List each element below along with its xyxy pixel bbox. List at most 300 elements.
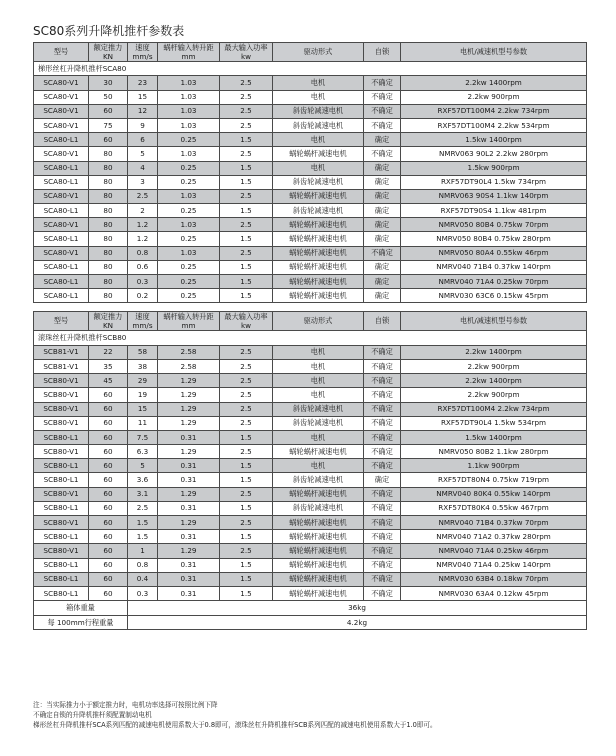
cell-drive: 斜齿轮减速电机 bbox=[273, 175, 364, 189]
cell-selflock: 确定 bbox=[364, 161, 401, 175]
cell-model: SCA80-L1 bbox=[34, 289, 89, 303]
cell-selflock: 不确定 bbox=[364, 501, 401, 515]
cell-motor: NMRV040 71B4 0.37kw 70rpm bbox=[401, 516, 587, 530]
cell-power: 1.5 bbox=[220, 530, 273, 544]
cell-motor: NMRV040 71A4 0.25kw 46rpm bbox=[401, 544, 587, 558]
cell-selflock: 不确定 bbox=[364, 586, 401, 600]
cell-speed: 2.5 bbox=[128, 501, 158, 515]
cell-thrust: 80 bbox=[89, 232, 128, 246]
cell-speed: 0.4 bbox=[128, 572, 158, 586]
cell-speed: 0.8 bbox=[128, 246, 158, 260]
note-line: 注：当实际推力小于额定推力时，电机功率选择可按照比例下降 bbox=[33, 701, 218, 709]
cell-lead: 0.31 bbox=[158, 501, 220, 515]
table-row bbox=[34, 232, 587, 246]
cell-power: 1.5 bbox=[220, 275, 273, 289]
note-line: 梯形丝杠升降机推杆SCA系列匹配的减速电机使用系数大于0.8即可，滚珠丝杠升降机推杆SCB系列匹配的减速电机使用系数大于1.0即可。 bbox=[33, 721, 437, 729]
cell-lead: 1.29 bbox=[158, 487, 220, 501]
table-row bbox=[34, 260, 587, 274]
cell-thrust: 60 bbox=[89, 544, 128, 558]
page-title: SC80系列升降机推杆参数表 bbox=[33, 24, 185, 38]
cell-thrust: 60 bbox=[89, 430, 128, 444]
cell-speed: 3.6 bbox=[128, 473, 158, 487]
table-row bbox=[34, 374, 587, 388]
header-drive: 驱动形式 bbox=[273, 312, 364, 331]
cell-model: SCB80-V1 bbox=[34, 402, 89, 416]
cell-lead: 0.25 bbox=[158, 289, 220, 303]
cell-lead: 0.25 bbox=[158, 133, 220, 147]
cell-motor: NMRV050 80B2 1.1kw 280rpm bbox=[401, 445, 587, 459]
cell-selflock: 确定 bbox=[364, 175, 401, 189]
cell-motor: RXF57DT90L4 1.5kw 734rpm bbox=[401, 175, 587, 189]
cell-selflock: 确定 bbox=[364, 189, 401, 203]
cell-drive: 蜗轮蜗杆减速电机 bbox=[273, 289, 364, 303]
spec-table-body bbox=[34, 43, 587, 630]
cell-motor: RXF57DT100M4 2.2kw 534rpm bbox=[401, 118, 587, 132]
cell-drive: 电机 bbox=[273, 374, 364, 388]
cell-selflock: 确定 bbox=[364, 232, 401, 246]
cell-model: SCB80-V1 bbox=[34, 516, 89, 530]
cell-speed: 3.1 bbox=[128, 487, 158, 501]
table-row bbox=[34, 76, 587, 90]
cell-motor: 2.2kw 1400rpm bbox=[401, 345, 587, 359]
cell-selflock: 不确定 bbox=[364, 402, 401, 416]
cell-model: SCA80-L1 bbox=[34, 161, 89, 175]
cell-motor: 2.2kw 900rpm bbox=[401, 90, 587, 104]
cell-thrust: 80 bbox=[89, 147, 128, 161]
cell-model: SCA80-V1 bbox=[34, 90, 89, 104]
cell-power: 1.5 bbox=[220, 572, 273, 586]
table-row bbox=[34, 430, 587, 444]
cell-lead: 0.31 bbox=[158, 473, 220, 487]
notes bbox=[33, 700, 593, 730]
cell-power: 1.5 bbox=[220, 289, 273, 303]
cell-speed: 0.3 bbox=[128, 586, 158, 600]
cell-power: 1.5 bbox=[220, 260, 273, 274]
cell-speed: 3 bbox=[128, 175, 158, 189]
table-row bbox=[34, 544, 587, 558]
cell-thrust: 60 bbox=[89, 133, 128, 147]
cell-power: 2.5 bbox=[220, 359, 273, 373]
header-model: 型号 bbox=[34, 43, 89, 62]
cell-motor: NMRV063 90S4 1.1kw 140rpm bbox=[401, 189, 587, 203]
cell-speed: 23 bbox=[128, 76, 158, 90]
cell-power: 2.5 bbox=[220, 147, 273, 161]
cell-thrust: 35 bbox=[89, 359, 128, 373]
cell-power: 2.5 bbox=[220, 104, 273, 118]
cell-motor: NMRV050 80B4 0.75kw 280rpm bbox=[401, 232, 587, 246]
cell-lead: 0.25 bbox=[158, 161, 220, 175]
cell-drive: 蜗轮蜗杆减速电机 bbox=[273, 586, 364, 600]
cell-drive: 蜗轮蜗杆减速电机 bbox=[273, 189, 364, 203]
cell-thrust: 80 bbox=[89, 218, 128, 232]
cell-lead: 1.29 bbox=[158, 416, 220, 430]
cell-lead: 0.31 bbox=[158, 459, 220, 473]
cell-selflock: 确定 bbox=[364, 204, 401, 218]
cell-speed: 12 bbox=[128, 104, 158, 118]
cell-model: SCB80-V1 bbox=[34, 388, 89, 402]
section-title-row bbox=[34, 331, 587, 345]
cell-model: SCA80-V1 bbox=[34, 104, 89, 118]
table-row bbox=[34, 388, 587, 402]
header-model: 型号 bbox=[34, 312, 89, 331]
cell-drive: 斜齿轮减速电机 bbox=[273, 204, 364, 218]
weight-row bbox=[34, 601, 587, 616]
cell-lead: 0.31 bbox=[158, 586, 220, 600]
cell-lead: 2.58 bbox=[158, 359, 220, 373]
cell-lead: 0.25 bbox=[158, 232, 220, 246]
cell-lead: 0.31 bbox=[158, 430, 220, 444]
header-selflock: 自锁 bbox=[364, 312, 401, 331]
table-row bbox=[34, 246, 587, 260]
table-row bbox=[34, 501, 587, 515]
header-thrust: 额定推力 KN bbox=[89, 312, 128, 331]
cell-drive: 电机 bbox=[273, 133, 364, 147]
cell-speed: 0.8 bbox=[128, 558, 158, 572]
cell-speed: 15 bbox=[128, 90, 158, 104]
cell-lead: 1.03 bbox=[158, 104, 220, 118]
cell-model: SCA80-V1 bbox=[34, 246, 89, 260]
cell-drive: 蜗轮蜗杆减速电机 bbox=[273, 246, 364, 260]
cell-lead: 1.03 bbox=[158, 90, 220, 104]
cell-lead: 0.25 bbox=[158, 175, 220, 189]
note-line: 不确定自锁的升降机推杆须配置制动电机 bbox=[33, 711, 152, 719]
cell-model: SCB80-L1 bbox=[34, 530, 89, 544]
cell-drive: 电机 bbox=[273, 161, 364, 175]
cell-selflock: 确定 bbox=[364, 473, 401, 487]
cell-power: 2.5 bbox=[220, 487, 273, 501]
table-row bbox=[34, 586, 587, 600]
cell-motor: NMRV030 63C6 0.15kw 45rpm bbox=[401, 289, 587, 303]
cell-thrust: 30 bbox=[89, 76, 128, 90]
cell-drive: 蜗轮蜗杆减速电机 bbox=[273, 544, 364, 558]
cell-model: SCA80-L1 bbox=[34, 133, 89, 147]
table-row bbox=[34, 218, 587, 232]
cell-model: SCB80-L1 bbox=[34, 572, 89, 586]
table-row bbox=[34, 189, 587, 203]
cell-motor: RXF57DT80K4 0.55kw 467rpm bbox=[401, 501, 587, 515]
header-power: 最大输入功率 kw bbox=[220, 312, 273, 331]
cell-power: 2.5 bbox=[220, 76, 273, 90]
box-weight-label: 箱体重量 bbox=[34, 601, 128, 616]
cell-speed: 15 bbox=[128, 402, 158, 416]
cell-drive: 斜齿轮减速电机 bbox=[273, 104, 364, 118]
cell-selflock: 确定 bbox=[364, 218, 401, 232]
section-title: 梯形丝杠升降机推杆SCA80 bbox=[34, 62, 587, 76]
header-thrust: 额定推力 KN bbox=[89, 43, 128, 62]
header-lead: 蜗杆输入转升距 mm bbox=[158, 312, 220, 331]
cell-model: SCA80-V1 bbox=[34, 218, 89, 232]
cell-selflock: 不确定 bbox=[364, 104, 401, 118]
cell-model: SCB80-V1 bbox=[34, 544, 89, 558]
table-row bbox=[34, 359, 587, 373]
header-lead: 蜗杆输入转升距 mm bbox=[158, 43, 220, 62]
cell-thrust: 80 bbox=[89, 246, 128, 260]
cell-thrust: 60 bbox=[89, 572, 128, 586]
header-selflock: 自锁 bbox=[364, 43, 401, 62]
cell-motor: 2.2kw 900rpm bbox=[401, 388, 587, 402]
cell-drive: 电机 bbox=[273, 359, 364, 373]
table-row bbox=[34, 175, 587, 189]
cell-drive: 蜗轮蜗杆减速电机 bbox=[273, 275, 364, 289]
cell-power: 1.5 bbox=[220, 430, 273, 444]
cell-selflock: 不确定 bbox=[364, 572, 401, 586]
cell-selflock: 不确定 bbox=[364, 388, 401, 402]
cell-thrust: 60 bbox=[89, 516, 128, 530]
cell-power: 2.5 bbox=[220, 416, 273, 430]
cell-thrust: 60 bbox=[89, 558, 128, 572]
cell-motor: NMRV050 80B4 0.75kw 70rpm bbox=[401, 218, 587, 232]
cell-power: 1.5 bbox=[220, 586, 273, 600]
cell-model: SCB80-L1 bbox=[34, 430, 89, 444]
cell-motor: NMRV063 90L2 2.2kw 280rpm bbox=[401, 147, 587, 161]
header-speed: 速度 mm/s bbox=[128, 312, 158, 331]
cell-model: SCA80-V1 bbox=[34, 118, 89, 132]
cell-model: SCB80-L1 bbox=[34, 473, 89, 487]
cell-model: SCA80-L1 bbox=[34, 260, 89, 274]
cell-thrust: 50 bbox=[89, 90, 128, 104]
cell-motor: NMRV050 80A4 0.55kw 46rpm bbox=[401, 246, 587, 260]
table-row bbox=[34, 147, 587, 161]
cell-speed: 0.2 bbox=[128, 289, 158, 303]
cell-power: 2.5 bbox=[220, 118, 273, 132]
weight-row bbox=[34, 615, 587, 630]
cell-thrust: 60 bbox=[89, 104, 128, 118]
table-row bbox=[34, 289, 587, 303]
cell-speed: 38 bbox=[128, 359, 158, 373]
cell-selflock: 不确定 bbox=[364, 118, 401, 132]
cell-speed: 1.2 bbox=[128, 218, 158, 232]
cell-thrust: 80 bbox=[89, 275, 128, 289]
cell-power: 2.5 bbox=[220, 218, 273, 232]
cell-drive: 蜗轮蜗杆减速电机 bbox=[273, 147, 364, 161]
cell-speed: 19 bbox=[128, 388, 158, 402]
cell-model: SCB80-V1 bbox=[34, 374, 89, 388]
table-row bbox=[34, 118, 587, 132]
cell-motor: 1.1kw 900rpm bbox=[401, 459, 587, 473]
table-header-row bbox=[34, 43, 587, 62]
cell-speed: 6.3 bbox=[128, 445, 158, 459]
cell-model: SCA80-V1 bbox=[34, 189, 89, 203]
cell-model: SCB81-V1 bbox=[34, 345, 89, 359]
cell-lead: 1.03 bbox=[158, 246, 220, 260]
box-weight-value: 36kg bbox=[128, 601, 587, 616]
cell-selflock: 不确定 bbox=[364, 459, 401, 473]
table-row bbox=[34, 402, 587, 416]
cell-drive: 蜗轮蜗杆减速电机 bbox=[273, 558, 364, 572]
cell-selflock: 确定 bbox=[364, 260, 401, 274]
cell-selflock: 不确定 bbox=[364, 544, 401, 558]
cell-selflock: 不确定 bbox=[364, 445, 401, 459]
cell-motor: 1.5kw 900rpm bbox=[401, 161, 587, 175]
table-row bbox=[34, 204, 587, 218]
cell-lead: 1.29 bbox=[158, 445, 220, 459]
table-row bbox=[34, 104, 587, 118]
cell-drive: 斜齿轮减速电机 bbox=[273, 473, 364, 487]
cell-motor: RXF57DT80N4 0.75kw 719rpm bbox=[401, 473, 587, 487]
cell-model: SCB80-V1 bbox=[34, 416, 89, 430]
table-row bbox=[34, 90, 587, 104]
cell-motor: 2.2kw 900rpm bbox=[401, 359, 587, 373]
cell-selflock: 不确定 bbox=[364, 374, 401, 388]
section-spacer bbox=[34, 303, 587, 312]
cell-speed: 1 bbox=[128, 544, 158, 558]
cell-speed: 6 bbox=[128, 133, 158, 147]
cell-model: SCB80-L1 bbox=[34, 586, 89, 600]
cell-thrust: 60 bbox=[89, 530, 128, 544]
cell-model: SCB80-V1 bbox=[34, 445, 89, 459]
cell-thrust: 60 bbox=[89, 416, 128, 430]
cell-model: SCB80-L1 bbox=[34, 459, 89, 473]
table-row bbox=[34, 161, 587, 175]
cell-selflock: 确定 bbox=[364, 275, 401, 289]
cell-drive: 电机 bbox=[273, 345, 364, 359]
stroke-weight-value: 4.2kg bbox=[128, 615, 587, 630]
cell-selflock: 不确定 bbox=[364, 516, 401, 530]
cell-drive: 斜齿轮减速电机 bbox=[273, 501, 364, 515]
cell-thrust: 80 bbox=[89, 189, 128, 203]
cell-model: SCA80-L1 bbox=[34, 175, 89, 189]
cell-drive: 蜗轮蜗杆减速电机 bbox=[273, 487, 364, 501]
table-row bbox=[34, 133, 587, 147]
cell-drive: 蜗轮蜗杆减速电机 bbox=[273, 530, 364, 544]
cell-model: SCB81-V1 bbox=[34, 359, 89, 373]
cell-power: 2.5 bbox=[220, 516, 273, 530]
table-row bbox=[34, 530, 587, 544]
cell-motor: NMRV040 71A2 0.37kw 280rpm bbox=[401, 530, 587, 544]
cell-power: 2.5 bbox=[220, 445, 273, 459]
header-drive: 驱动形式 bbox=[273, 43, 364, 62]
cell-lead: 1.29 bbox=[158, 374, 220, 388]
cell-speed: 2.5 bbox=[128, 189, 158, 203]
cell-thrust: 80 bbox=[89, 289, 128, 303]
cell-selflock: 不确定 bbox=[364, 416, 401, 430]
cell-model: SCB80-L1 bbox=[34, 558, 89, 572]
cell-motor: NMRV040 71A4 0.25kw 70rpm bbox=[401, 275, 587, 289]
cell-thrust: 60 bbox=[89, 459, 128, 473]
cell-lead: 0.31 bbox=[158, 558, 220, 572]
cell-model: SCA80-L1 bbox=[34, 232, 89, 246]
section-title: 滚珠丝杠升降机推杆SCB80 bbox=[34, 331, 587, 345]
cell-speed: 11 bbox=[128, 416, 158, 430]
header-motor: 电机/减速机型号参数 bbox=[401, 43, 587, 62]
cell-thrust: 80 bbox=[89, 204, 128, 218]
cell-motor: NMRV040 80K4 0.55kw 140rpm bbox=[401, 487, 587, 501]
cell-motor: 2.2kw 1400rpm bbox=[401, 76, 587, 90]
cell-power: 2.5 bbox=[220, 90, 273, 104]
cell-lead: 1.29 bbox=[158, 544, 220, 558]
header-power: 最大输入功率 kw bbox=[220, 43, 273, 62]
cell-selflock: 不确定 bbox=[364, 246, 401, 260]
cell-speed: 1.5 bbox=[128, 516, 158, 530]
cell-speed: 2 bbox=[128, 204, 158, 218]
cell-drive: 蜗轮蜗杆减速电机 bbox=[273, 260, 364, 274]
cell-drive: 电机 bbox=[273, 90, 364, 104]
cell-lead: 0.25 bbox=[158, 260, 220, 274]
cell-speed: 4 bbox=[128, 161, 158, 175]
cell-motor: RXF57DT100M4 2.2kw 734rpm bbox=[401, 104, 587, 118]
cell-power: 1.5 bbox=[220, 133, 273, 147]
cell-lead: 1.03 bbox=[158, 147, 220, 161]
cell-selflock: 不确定 bbox=[364, 90, 401, 104]
table-row bbox=[34, 558, 587, 572]
cell-power: 2.5 bbox=[220, 544, 273, 558]
cell-drive: 斜齿轮减速电机 bbox=[273, 416, 364, 430]
section-title-row bbox=[34, 62, 587, 76]
table-header-row bbox=[34, 312, 587, 331]
cell-selflock: 不确定 bbox=[364, 487, 401, 501]
table-row bbox=[34, 445, 587, 459]
table-row bbox=[34, 275, 587, 289]
cell-power: 1.5 bbox=[220, 558, 273, 572]
cell-lead: 1.29 bbox=[158, 516, 220, 530]
cell-drive: 蜗轮蜗杆减速电机 bbox=[273, 445, 364, 459]
cell-thrust: 60 bbox=[89, 402, 128, 416]
cell-power: 1.5 bbox=[220, 204, 273, 218]
cell-model: SCA80-L1 bbox=[34, 204, 89, 218]
cell-selflock: 不确定 bbox=[364, 147, 401, 161]
cell-drive: 电机 bbox=[273, 430, 364, 444]
cell-thrust: 60 bbox=[89, 586, 128, 600]
cell-speed: 1.5 bbox=[128, 530, 158, 544]
header-speed: 速度 mm/s bbox=[128, 43, 158, 62]
cell-motor: NMRV030 63B4 0.18kw 70rpm bbox=[401, 572, 587, 586]
table-row bbox=[34, 416, 587, 430]
cell-speed: 5 bbox=[128, 147, 158, 161]
cell-power: 2.5 bbox=[220, 246, 273, 260]
table-row bbox=[34, 473, 587, 487]
cell-speed: 5 bbox=[128, 459, 158, 473]
cell-lead: 0.31 bbox=[158, 530, 220, 544]
cell-lead: 1.03 bbox=[158, 76, 220, 90]
cell-drive: 电机 bbox=[273, 459, 364, 473]
cell-thrust: 60 bbox=[89, 473, 128, 487]
cell-power: 2.5 bbox=[220, 402, 273, 416]
cell-power: 2.5 bbox=[220, 345, 273, 359]
cell-motor: RXF57DT90L4 1.5kw 534rpm bbox=[401, 416, 587, 430]
spec-table bbox=[33, 42, 587, 630]
cell-speed: 58 bbox=[128, 345, 158, 359]
cell-thrust: 60 bbox=[89, 445, 128, 459]
table-row bbox=[34, 487, 587, 501]
cell-motor: 2.2kw 1400rpm bbox=[401, 374, 587, 388]
cell-drive: 电机 bbox=[273, 76, 364, 90]
header-motor: 电机/减速机型号参数 bbox=[401, 312, 587, 331]
cell-thrust: 80 bbox=[89, 161, 128, 175]
cell-model: SCB80-V1 bbox=[34, 487, 89, 501]
cell-speed: 7.5 bbox=[128, 430, 158, 444]
cell-thrust: 60 bbox=[89, 487, 128, 501]
cell-thrust: 45 bbox=[89, 374, 128, 388]
cell-motor: RXF57DT90S4 1.1kw 481rpm bbox=[401, 204, 587, 218]
table-row bbox=[34, 459, 587, 473]
cell-power: 1.5 bbox=[220, 161, 273, 175]
cell-model: SCB80-L1 bbox=[34, 501, 89, 515]
cell-lead: 1.29 bbox=[158, 388, 220, 402]
cell-power: 2.5 bbox=[220, 374, 273, 388]
cell-motor: NMRV030 63A4 0.12kw 45rpm bbox=[401, 586, 587, 600]
cell-power: 2.5 bbox=[220, 189, 273, 203]
cell-thrust: 80 bbox=[89, 175, 128, 189]
cell-power: 2.5 bbox=[220, 388, 273, 402]
cell-selflock: 不确定 bbox=[364, 359, 401, 373]
cell-selflock: 不确定 bbox=[364, 530, 401, 544]
cell-selflock: 确定 bbox=[364, 289, 401, 303]
cell-speed: 1.2 bbox=[128, 232, 158, 246]
cell-lead: 0.31 bbox=[158, 572, 220, 586]
cell-motor: NMRV040 71A4 0.25kw 140rpm bbox=[401, 558, 587, 572]
cell-motor: RXF57DT100M4 2.2kw 734rpm bbox=[401, 402, 587, 416]
cell-selflock: 不确定 bbox=[364, 345, 401, 359]
